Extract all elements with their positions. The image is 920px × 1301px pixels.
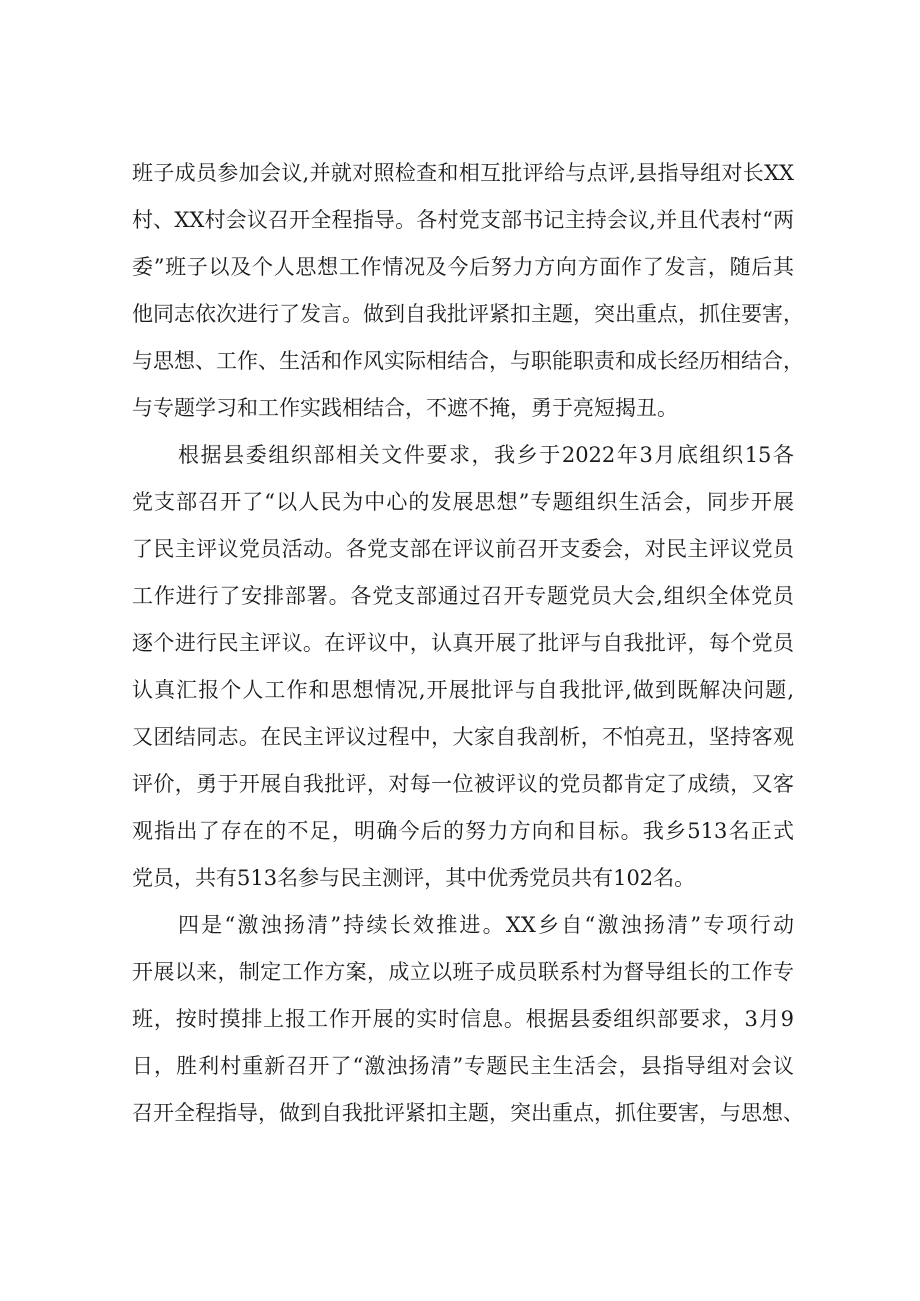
paragraph-line: 观指出了存在的不足，明确今后的努力方向和目标。我乡513名正式 [132, 819, 794, 843]
paragraph-3 [132, 902, 804, 1137]
paragraph-line: 日，胜利村重新召开了“激浊扬清”专题民主生活会，县指导组对会议 [132, 1054, 794, 1078]
paragraph-line: 召开全程指导，做到自我批评紧扣主题，突出重点，抓住要害，与思想、 [132, 1101, 804, 1125]
paragraph-line: 他同志依次进行了发言。做到自我批评紧扣主题，突出重点，抓住要害， [132, 302, 804, 326]
paragraph-line: 根据县委组织部相关文件要求，我乡于2022年3月底组织15各 [178, 443, 794, 467]
paragraph-line: 班，按时摸排上报工作开展的实时信息。根据县委组织部要求，3月9 [132, 1007, 794, 1031]
paragraph-line: 工作进行了安排部署。各党支部通过召开专题党员大会,组织全体党员 [132, 584, 794, 608]
paragraph-line: 与思想、工作、生活和作风实际相结合，与职能职责和成长经历相结合， [132, 349, 804, 373]
paragraph-line: 委”班子以及个人思想工作情况及今后努力方向方面作了发言，随后其 [132, 255, 794, 279]
paragraph-line: 党支部召开了“以人民为中心的发展思想”专题组织生活会，同步开展 [132, 490, 794, 514]
paragraph-line: 了民主评议党员活动。各党支部在评议前召开支委会，对民主评议党员 [132, 537, 794, 561]
paragraph-line: 开展以来，制定工作方案，成立以班子成员联系村为督导组长的工作专 [132, 960, 794, 984]
paragraph-line: 四是“激浊扬清”持续长效推进。XX乡自“激浊扬清”专项行动 [178, 913, 794, 937]
paragraph-line: 认真汇报个人工作和思想情况,开展批评与自我批评,做到既解决问题, [132, 678, 794, 702]
paragraph-line: 又团结同志。在民主评议过程中，大家自我剖析，不怕亮丑，坚持客观 [132, 725, 794, 749]
document-body [132, 150, 804, 1137]
paragraph-line: 党员，共有513名参与民主测评，其中优秀党员共有102名。 [132, 866, 696, 890]
paragraph-line: 班子成员参加会议,并就对照检查和相互批评给与点评,县指导组对长XX [132, 161, 794, 185]
paragraph-line: 逐个进行民主评议。在评议中，认真开展了批评与自我批评，每个党员 [132, 631, 794, 655]
paragraph-2 [132, 432, 794, 902]
paragraph-line: 评价，勇于开展自我批评，对每一位被评议的党员都肯定了成绩，又客 [132, 772, 794, 796]
paragraph-1 [132, 150, 804, 432]
paragraph-line: 村、XX村会议召开全程指导。各村党支部书记主持会议,并且代表村“两 [132, 208, 794, 232]
paragraph-line: 与专题学习和工作实践相结合，不遮不掩，勇于亮短揭丑。 [132, 396, 678, 420]
